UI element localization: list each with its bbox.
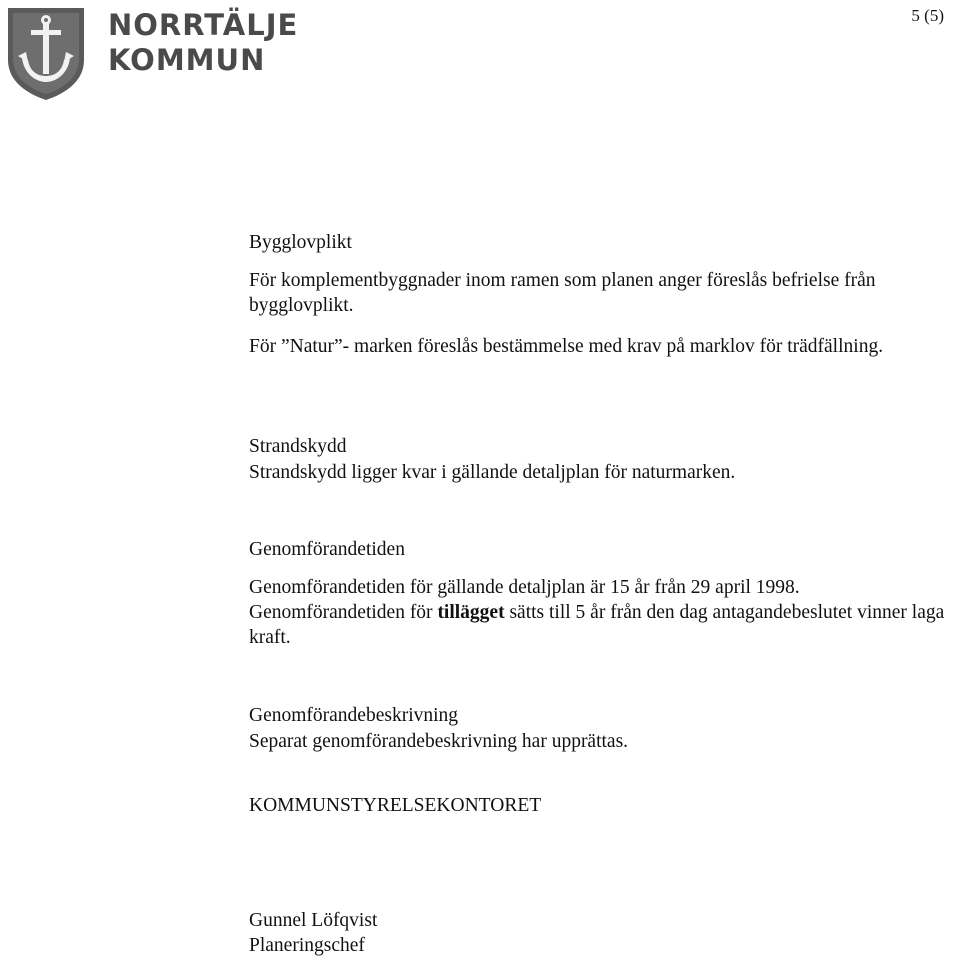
genomforandetiden-p2-prefix: Genomförandetiden för	[249, 602, 438, 623]
bygglovplikt-paragraph-1: För komplementbyggnader inom ramen som planen anger föreslås befrielse från bygglovplikt.	[249, 270, 876, 316]
strandskydd-heading: Strandskydd	[249, 436, 347, 457]
genomforandetiden-paragraph-1: Genomförandetiden för gällande detaljplan är 15 år från 29 april 1998.	[249, 577, 800, 598]
bygglovplikt-paragraph-2: För ”Natur”- marken föreslås bestämmelse med krav på marklov för trädfällning.	[249, 336, 884, 357]
municipality-logo	[4, 2, 299, 102]
anchor-shield-icon	[4, 2, 100, 102]
genomforandebeskrivning-paragraph: Separat genomförandebeskrivning har upprättas.	[249, 731, 629, 752]
bygglovplikt-heading: Bygglovplikt	[249, 232, 352, 253]
genomforandetiden-p2-suffix: sätts till 5 år från den dag antagandebeslutet vinner laga kraft.	[249, 602, 945, 648]
genomforandetiden-p2-bold: tillägget	[437, 602, 505, 623]
strandskydd-paragraph: Strandskydd ligger kvar i gällande detaljplan för naturmarken.	[249, 462, 736, 483]
signatory-name: Gunnel Löfqvist	[249, 910, 378, 931]
genomforandetiden-heading: Genomförandetiden	[249, 539, 405, 560]
genomforandetiden-paragraph-2	[249, 600, 960, 650]
signatory-title: Planeringschef	[249, 935, 365, 956]
logo-line-1: NORRTÄLJE	[108, 8, 299, 42]
page-number: 5 (5)	[911, 6, 944, 25]
office-name: KOMMUNSTYRELSEKONTORET	[249, 795, 542, 816]
logo-wordmark	[108, 8, 298, 78]
logo-line-2: KOMMUN	[108, 43, 266, 77]
genomforandebeskrivning-heading: Genomförandebeskrivning	[249, 705, 459, 726]
